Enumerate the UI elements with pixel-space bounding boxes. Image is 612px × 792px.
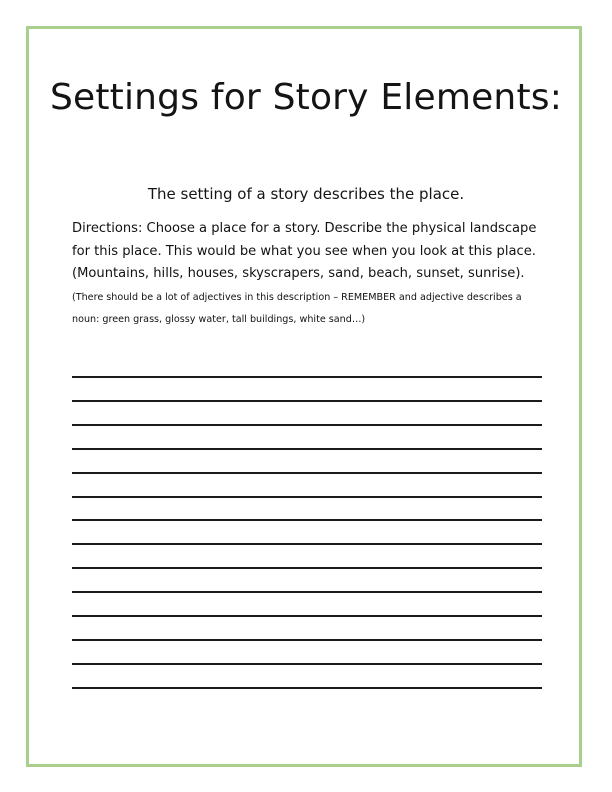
writing-line bbox=[72, 567, 542, 569]
writing-line bbox=[72, 376, 542, 378]
writing-line bbox=[72, 519, 542, 521]
writing-line bbox=[72, 424, 542, 426]
page-title: Settings for Story Elements: bbox=[49, 77, 563, 118]
directions-note: (There should be a lot of adjectives in this description – REMEMBER and adjective describes a noun: green grass, glossy water, tall buildings, white sand…) bbox=[72, 291, 522, 325]
directions-main: Directions: Choose a place for a story. Describe the physical landscape for this place. This would be what you see when you look at this place. (Mountains, hills, houses, skyscrapers, sand, beach, sunset, sunrise). bbox=[72, 221, 537, 281]
writing-line bbox=[72, 448, 542, 450]
writing-line bbox=[72, 496, 542, 498]
directions-text bbox=[72, 218, 542, 331]
writing-line bbox=[72, 591, 542, 593]
page-border bbox=[26, 26, 582, 767]
writing-line bbox=[72, 472, 542, 474]
writing-line bbox=[72, 687, 542, 689]
subtitle: The setting of a story describes the place. bbox=[147, 185, 465, 203]
writing-line bbox=[72, 615, 542, 617]
writing-line bbox=[72, 400, 542, 402]
writing-line bbox=[72, 639, 542, 641]
writing-line bbox=[72, 543, 542, 545]
writing-line bbox=[72, 663, 542, 665]
